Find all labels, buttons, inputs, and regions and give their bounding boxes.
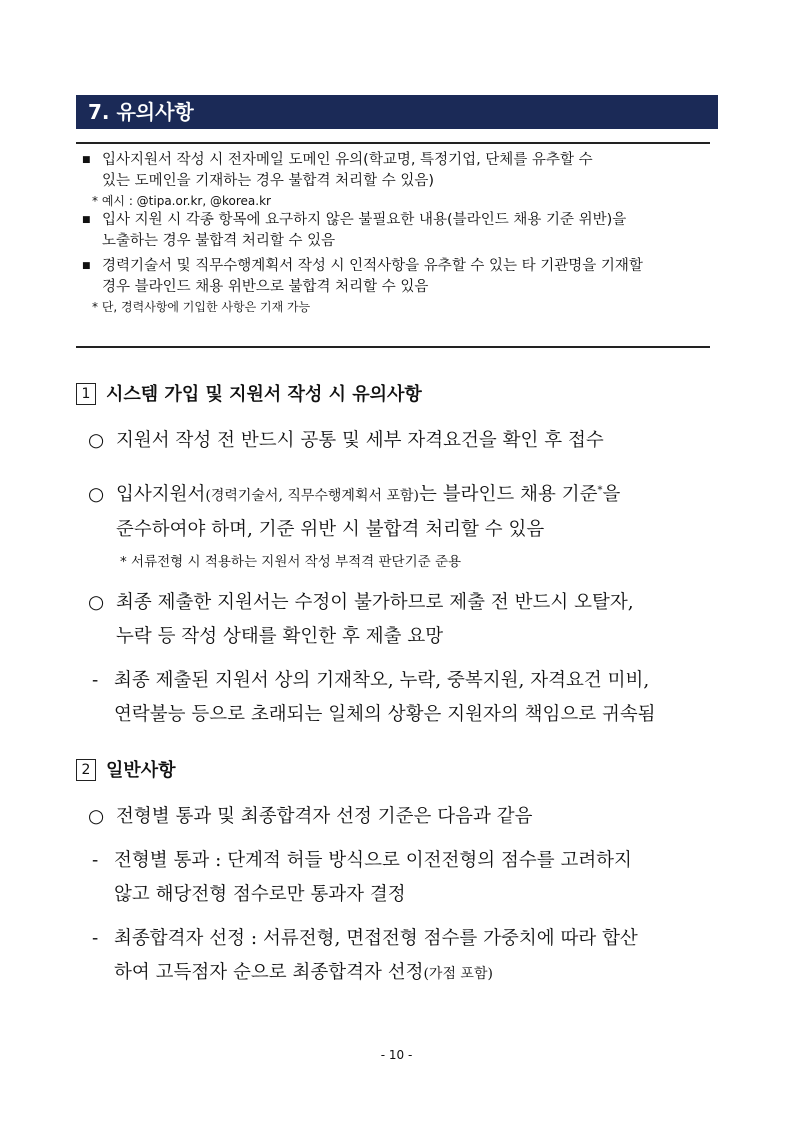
circle-bullet-icon: ○ xyxy=(88,592,105,613)
section-number-box: 2 xyxy=(76,759,96,781)
paragraph-text: 최종 제출한 지원서는 수정이 불가하므로 제출 전 반드시 오탈자, xyxy=(116,592,634,613)
notice-item xyxy=(78,150,718,171)
notice-text: 경우 블라인드 채용 위반으로 불합격 처리할 수 있음 xyxy=(102,279,429,295)
page-number: - 10 - xyxy=(380,1048,413,1062)
footnote-mark: * xyxy=(597,485,603,496)
notice-text: 입사 지원 시 각종 항목에 요구하지 않은 불필요한 내용(블라인드 채용 기준 위반)을 xyxy=(102,212,627,228)
paragraph-text: 전형별 통과 및 최종합격자 선정 기준은 다음과 같음 xyxy=(116,806,533,827)
notice-text: 노출하는 경우 불합격 처리할 수 있음 xyxy=(102,233,336,249)
sec2-paragraph-1 xyxy=(88,800,728,834)
section-1-title: 시스템 가입 및 지원서 작성 시 유의사항 xyxy=(106,384,422,405)
paragraph-text: 최종합격자 선정 : 서류전형, 면접전형 점수를 가중치에 따라 합산 xyxy=(114,928,638,949)
section-number-box: 1 xyxy=(76,383,96,405)
paragraph-text: 연락불능 등으로 초래되는 일체의 상황은 지원자의 책임으로 귀속됨 xyxy=(114,704,656,725)
notice-note-text: * 예시 : @tipa.or.kr, @korea.kr xyxy=(92,194,271,208)
paragraph-text: 을 xyxy=(602,484,621,506)
sec1-paragraph-2 xyxy=(88,474,728,547)
dash-bullet-icon: - xyxy=(92,670,99,691)
square-bullet-icon: ■ xyxy=(82,155,91,165)
circle-bullet-icon: ○ xyxy=(88,806,105,827)
notice-note xyxy=(78,192,718,210)
notice-text: 있는 도메인을 기재하는 경우 불합격 처리할 수 있음) xyxy=(102,173,435,189)
sec2-paragraph-3 xyxy=(92,922,732,991)
section-title: 7. 유의사항 xyxy=(76,95,718,129)
sec1-paragraph-4 xyxy=(92,664,732,732)
paragraph-text: 전형별 통과 : 단계적 허들 방식으로 이전전형의 점수를 고려하지 xyxy=(114,850,632,871)
notice-text: 입사지원서 작성 시 전자메일 도메인 유의(학교명, 특정기업, 단체를 유추할 수 xyxy=(102,152,593,168)
section-2-heading xyxy=(76,756,176,782)
notice-box xyxy=(78,150,718,316)
paragraph-small-text: (가점 포함) xyxy=(423,966,493,982)
notice-text: 경력기술서 및 직무수행계획서 작성 시 인적사항을 유추할 수 있는 타 기관명을 기재할 xyxy=(102,258,643,274)
notice-top-rule xyxy=(76,142,710,144)
dash-bullet-icon: - xyxy=(92,850,99,871)
paragraph-text: 누락 등 작성 상태를 확인한 후 제출 요망 xyxy=(116,626,444,647)
paragraph-text: 입사지원서 xyxy=(116,484,206,506)
sec1-paragraph-1 xyxy=(88,424,728,458)
square-bullet-icon: ■ xyxy=(82,215,91,225)
notice-item xyxy=(78,256,718,277)
sec1-footnote: * 서류전형 시 적용하는 지원서 작성 부적격 판단기준 준용 xyxy=(120,554,462,570)
circle-bullet-icon: ○ xyxy=(88,430,105,451)
section-1-heading xyxy=(76,380,422,406)
paragraph-text: 는 블라인드 채용 기준 xyxy=(418,484,598,506)
paragraph-text: 준수하여야 하며, 기준 위반 시 불합격 처리할 수 있음 xyxy=(116,519,545,541)
sec1-paragraph-3 xyxy=(88,586,728,654)
notice-note-text: * 단, 경력사항에 기입한 사항은 기재 가능 xyxy=(92,300,311,314)
square-bullet-icon: ■ xyxy=(82,261,91,271)
notice-item-cont xyxy=(78,277,718,298)
paragraph-text: 지원서 작성 전 반드시 공통 및 세부 자격요건을 확인 후 접수 xyxy=(116,430,604,451)
sec2-paragraph-2 xyxy=(92,844,732,912)
dash-bullet-icon: - xyxy=(92,928,99,949)
circle-bullet-icon: ○ xyxy=(88,484,105,506)
section-2-title: 일반사항 xyxy=(106,760,176,781)
paragraph-small-text: (경력기술서, 직무수행계획서 포함) xyxy=(205,488,419,505)
notice-item-cont xyxy=(78,231,718,252)
notice-item-cont xyxy=(78,171,718,192)
paragraph-text: 않고 해당전형 점수로만 통과자 결정 xyxy=(114,884,406,905)
paragraph-text: 하여 고득점자 순으로 최종합격자 선정 xyxy=(114,962,424,983)
notice-item xyxy=(78,210,718,231)
paragraph-text: 최종 제출된 지원서 상의 기재착오, 누락, 중복지원, 자격요건 미비, xyxy=(114,670,650,691)
notice-note xyxy=(78,298,718,316)
notice-bottom-rule xyxy=(76,346,710,348)
